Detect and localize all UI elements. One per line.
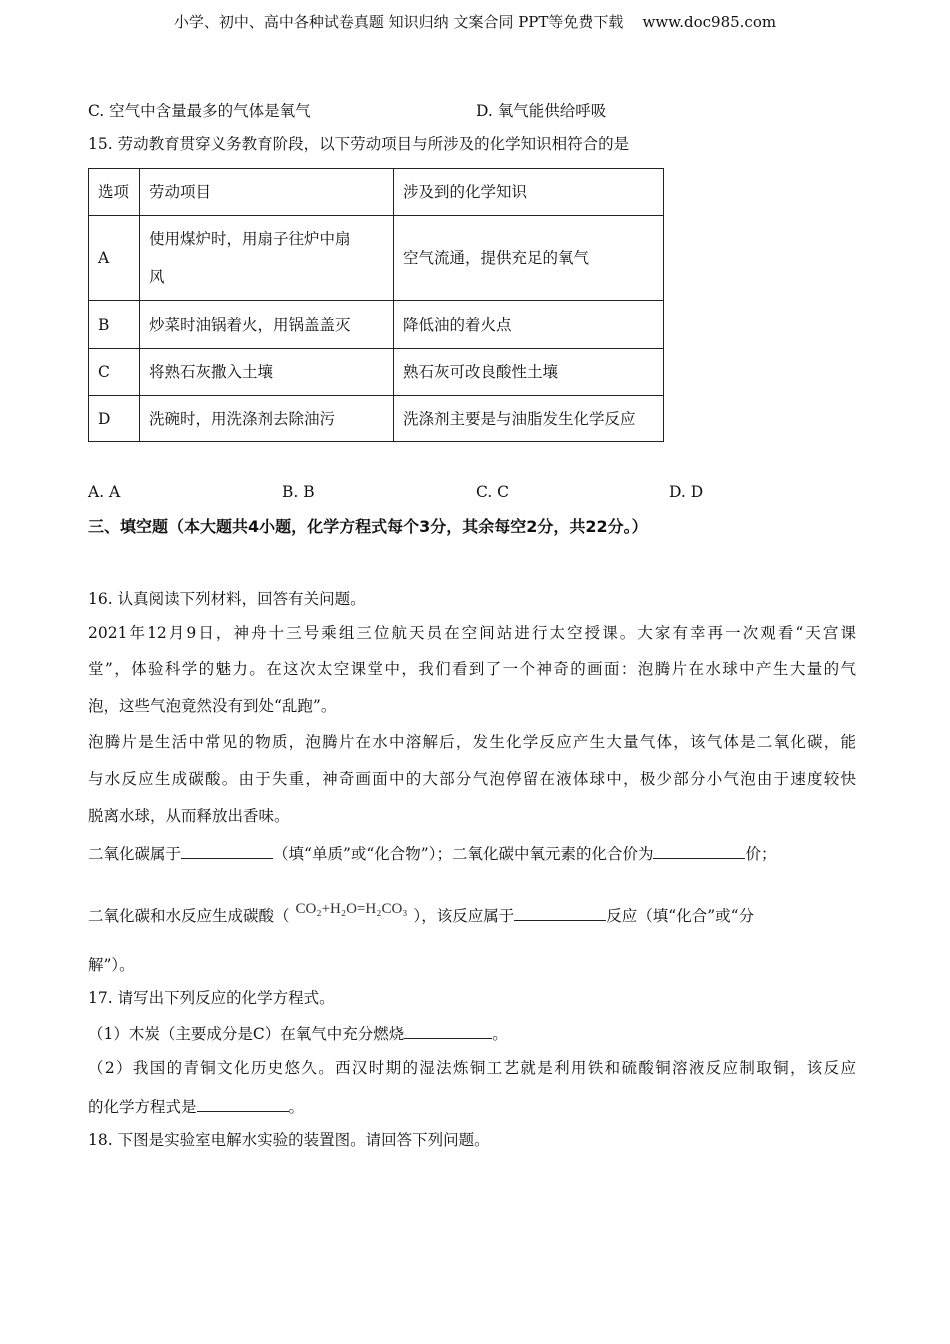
cell-text: 风	[149, 268, 165, 286]
equation: CO₂+H₂O=H₂CO₃	[295, 901, 408, 917]
text: 。	[288, 1098, 305, 1116]
q14-option-c: C. 空气中含量最多的气体是氧气	[88, 102, 311, 120]
q17-sub2-cont	[88, 1095, 304, 1117]
q18-stem: 18. 下图是实验室电解水实验的装置图。请回答下列问题。	[88, 1131, 490, 1149]
table-cell: 将熟石灰撒入土壤	[140, 349, 394, 396]
q16-paragraph-line: 与水反应生成碳酸。由于失重，神奇画面中的大部分气泡停留在液体球中，极少部分小气泡由于速度较快	[88, 770, 856, 788]
answer-blank[interactable]	[404, 1022, 492, 1039]
q16-paragraph-line: 2021年12月9日，神舟十三号乘组三位航天员在空间站进行太空授课。大家有幸再一次观看“天宫课	[88, 624, 856, 642]
header-text: 小学、初中、高中各种试卷真题 知识归纳 文案合同 PPT等免费下载	[173, 13, 624, 31]
text: 反应（填“化合”或“分	[606, 907, 755, 925]
q15-option-b: B. B	[282, 483, 315, 501]
q16-question-line	[88, 842, 776, 864]
answer-blank[interactable]	[197, 1095, 289, 1112]
text: 的化学方程式是	[88, 1098, 197, 1116]
table-header: 劳动项目	[140, 169, 394, 216]
q15-option-a: A. A	[88, 483, 121, 501]
q16-question-line	[88, 901, 755, 927]
text: 二氧化碳属于	[88, 845, 182, 863]
text: 二氧化碳和水反应生成碳酸（	[88, 907, 290, 925]
q16-paragraph-line: 泡，这些气泡竟然没有到处“乱跑”。	[88, 697, 337, 715]
answer-blank[interactable]	[181, 842, 273, 859]
section-heading: 三、填空题（本大题共4小题，化学方程式每个3分，其余每空2分，共22分。）	[88, 517, 648, 536]
q16-stem: 16. 认真阅读下列材料，回答有关问题。	[88, 590, 366, 608]
q16-question-line: 解”）。	[88, 956, 135, 974]
table-cell: 降低油的着火点	[394, 301, 664, 349]
q17-stem: 17. 请写出下列反应的化学方程式。	[88, 989, 335, 1007]
text: 价；	[745, 845, 777, 863]
table-cell: 洗碗时，用洗涤剂去除油污	[140, 396, 394, 442]
table-cell: C	[89, 349, 140, 396]
table-header: 选项	[89, 169, 140, 216]
q15-stem: 15. 劳动教育贯穿义务教育阶段，以下劳动项目与所涉及的化学知识相符合的是	[88, 135, 630, 153]
q15-option-c: C. C	[476, 483, 510, 501]
text: （1）木炭（主要成分是C）在氧气中充分燃烧	[88, 1025, 405, 1043]
page-header	[0, 12, 950, 32]
table-cell: A	[89, 216, 140, 301]
table-cell: D	[89, 396, 140, 442]
q16-paragraph-line: 脱离水球，从而释放出香味。	[88, 807, 290, 825]
q16-paragraph-line: 堂”，体验科学的魅力。在这次太空课堂中，我们看到了一个神奇的画面：泡腾片在水球中产生大量的气	[88, 660, 856, 678]
text: （填“单质”或“化合物”）；二氧化碳中氧元素的化合价为	[273, 845, 654, 863]
table-cell: 熟石灰可改良酸性土壤	[394, 349, 664, 396]
q15-table	[88, 168, 664, 442]
answer-blank[interactable]	[653, 842, 745, 859]
table-header: 涉及到的化学知识	[394, 169, 664, 216]
table-cell	[140, 216, 394, 301]
text: 。	[492, 1025, 508, 1043]
q16-paragraph-line: 泡腾片是生活中常见的物质，泡腾片在水中溶解后，发生化学反应产生大量气体，该气体是二氧化碳，能	[88, 733, 856, 751]
text: ），该反应属于	[413, 907, 515, 925]
q17-sub1	[88, 1022, 508, 1044]
q14-option-d: D. 氧气能供给呼吸	[476, 102, 607, 120]
answer-blank[interactable]	[514, 904, 606, 921]
header-url[interactable]: www.doc985.com	[642, 13, 777, 31]
q15-option-d: D. D	[669, 483, 704, 501]
cell-text: 使用煤炉时，用扇子往炉中扇	[149, 230, 351, 248]
q17-sub2: （2）我国的青铜文化历史悠久。西汉时期的湿法炼铜工艺就是利用铁和硫酸铜溶液反应制取铜，该反应	[88, 1059, 856, 1077]
table-cell: 炒菜时油锅着火，用锅盖盖灭	[140, 301, 394, 349]
table-cell: 空气流通，提供充足的氧气	[394, 216, 664, 301]
table-cell: 洗涤剂主要是与油脂发生化学反应	[394, 396, 664, 442]
table-cell: B	[89, 301, 140, 349]
